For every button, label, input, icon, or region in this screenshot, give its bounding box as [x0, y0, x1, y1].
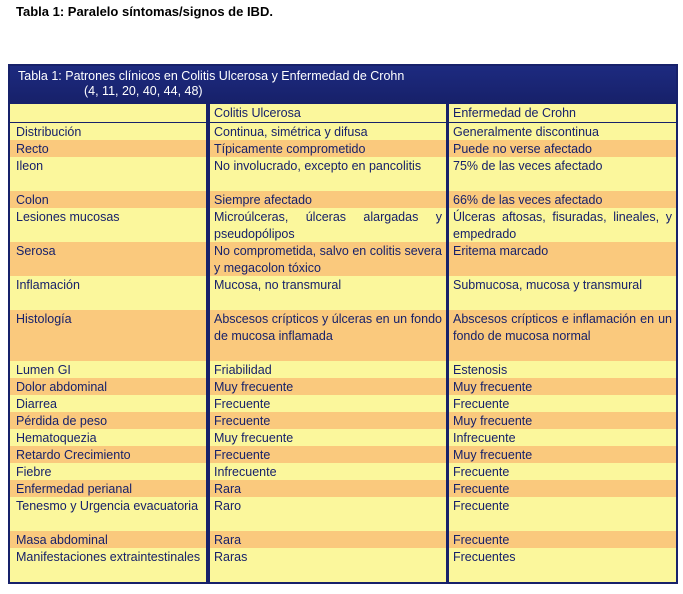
colitis-cell: Friabilidad [210, 361, 446, 378]
row-label-cell: Serosa [10, 242, 206, 276]
table-row [10, 276, 676, 310]
table-row [10, 123, 676, 140]
column-header-crohn: Enfermedad de Crohn [449, 104, 676, 122]
colitis-cell: Rara [210, 480, 446, 497]
table-title [10, 66, 676, 102]
column-divider-1 [206, 102, 209, 582]
crohn-cell: Abscesos crípticos e inflamación en un fondo de mucosa normal [449, 310, 676, 361]
row-label-cell: Retardo Crecimiento [10, 446, 206, 463]
colitis-cell: Rara [210, 531, 446, 548]
row-label-cell: Dolor abdominal [10, 378, 206, 395]
colitis-cell: Abscesos crípticos y úlceras en un fondo de mucosa inflamada [210, 310, 446, 361]
crohn-cell: Muy frecuente [449, 378, 676, 395]
table-row [10, 157, 676, 191]
crohn-cell: Frecuente [449, 497, 676, 531]
table-row [10, 497, 676, 531]
colitis-cell: No involucrado, excepto en pancolitis [210, 157, 446, 191]
colitis-cell: Microúlceras, úlceras alargadas y pseudopólipos [210, 208, 446, 242]
clinical-patterns-table [8, 64, 678, 584]
colitis-cell: Típicamente comprometido [210, 140, 446, 157]
row-label-cell: Lumen GI [10, 361, 206, 378]
crohn-cell: 66% de las veces afectado [449, 191, 676, 208]
table-row [10, 395, 676, 412]
colitis-cell: Frecuente [210, 412, 446, 429]
table-row [10, 242, 676, 276]
row-label-cell: Histología [10, 310, 206, 361]
crohn-cell: Frecuente [449, 531, 676, 548]
table-row [10, 480, 676, 497]
colitis-cell: Continua, simétrica y difusa [210, 123, 446, 140]
row-label-cell: Recto [10, 140, 206, 157]
crohn-cell: Úlceras aftosas, fisuradas, lineales, y empedrado [449, 208, 676, 242]
crohn-cell: Frecuente [449, 395, 676, 412]
row-label-cell: Distribución [10, 123, 206, 140]
colitis-cell: Frecuente [210, 395, 446, 412]
crohn-cell: 75% de las veces afectado [449, 157, 676, 191]
table-row [10, 463, 676, 480]
table-title-line2: (4, 11, 20, 40, 44, 48) [84, 84, 203, 98]
table-row [10, 361, 676, 378]
crohn-cell: Frecuente [449, 480, 676, 497]
crohn-cell: Puede no verse afectado [449, 140, 676, 157]
table-row [10, 208, 676, 242]
colitis-cell: Frecuente [210, 446, 446, 463]
table-title-line1: Tabla 1: Patrones clínicos en Colitis Ulcerosa y Enfermedad de Crohn [18, 69, 405, 83]
colitis-cell: Raras [210, 548, 446, 582]
row-label-cell: Diarrea [10, 395, 206, 412]
table-row [10, 548, 676, 582]
table-row [10, 429, 676, 446]
table-row [10, 191, 676, 208]
colitis-cell: Siempre afectado [210, 191, 446, 208]
row-label-cell: Enfermedad perianal [10, 480, 206, 497]
column-header-blank [10, 104, 206, 122]
colitis-cell: Mucosa, no transmural [210, 276, 446, 310]
row-label-cell: Hematoquezia [10, 429, 206, 446]
row-label-cell: Inflamación [10, 276, 206, 310]
column-divider-2 [446, 102, 449, 582]
crohn-cell: Eritema marcado [449, 242, 676, 276]
table-row [10, 378, 676, 395]
crohn-cell: Muy frecuente [449, 412, 676, 429]
crohn-cell: Submucosa, mucosa y transmural [449, 276, 676, 310]
table-row [10, 412, 676, 429]
page-caption: Tabla 1: Paralelo síntomas/signos de IBD. [16, 4, 273, 19]
column-header-colitis: Colitis Ulcerosa [210, 104, 446, 122]
row-label-cell: Pérdida de peso [10, 412, 206, 429]
crohn-cell: Generalmente discontinua [449, 123, 676, 140]
table-row [10, 446, 676, 463]
row-label-cell: Masa abdominal [10, 531, 206, 548]
colitis-cell: No comprometida, salvo en colitis severa y megacolon tóxico [210, 242, 446, 276]
row-label-cell: Tenesmo y Urgencia evacuatoria [10, 497, 206, 531]
table-row [10, 310, 676, 361]
crohn-cell: Frecuente [449, 463, 676, 480]
row-label-cell: Fiebre [10, 463, 206, 480]
colitis-cell: Raro [210, 497, 446, 531]
row-label-cell: Lesiones mucosas [10, 208, 206, 242]
table-row [10, 531, 676, 548]
crohn-cell: Muy frecuente [449, 446, 676, 463]
row-label-cell: Manifestaciones extraintestinales [10, 548, 206, 582]
crohn-cell: Infrecuente [449, 429, 676, 446]
colitis-cell: Muy frecuente [210, 429, 446, 446]
table-row [10, 140, 676, 157]
crohn-cell: Estenosis [449, 361, 676, 378]
colitis-cell: Muy frecuente [210, 378, 446, 395]
row-label-cell: Ileon [10, 157, 206, 191]
colitis-cell: Infrecuente [210, 463, 446, 480]
crohn-cell: Frecuentes [449, 548, 676, 582]
row-label-cell: Colon [10, 191, 206, 208]
